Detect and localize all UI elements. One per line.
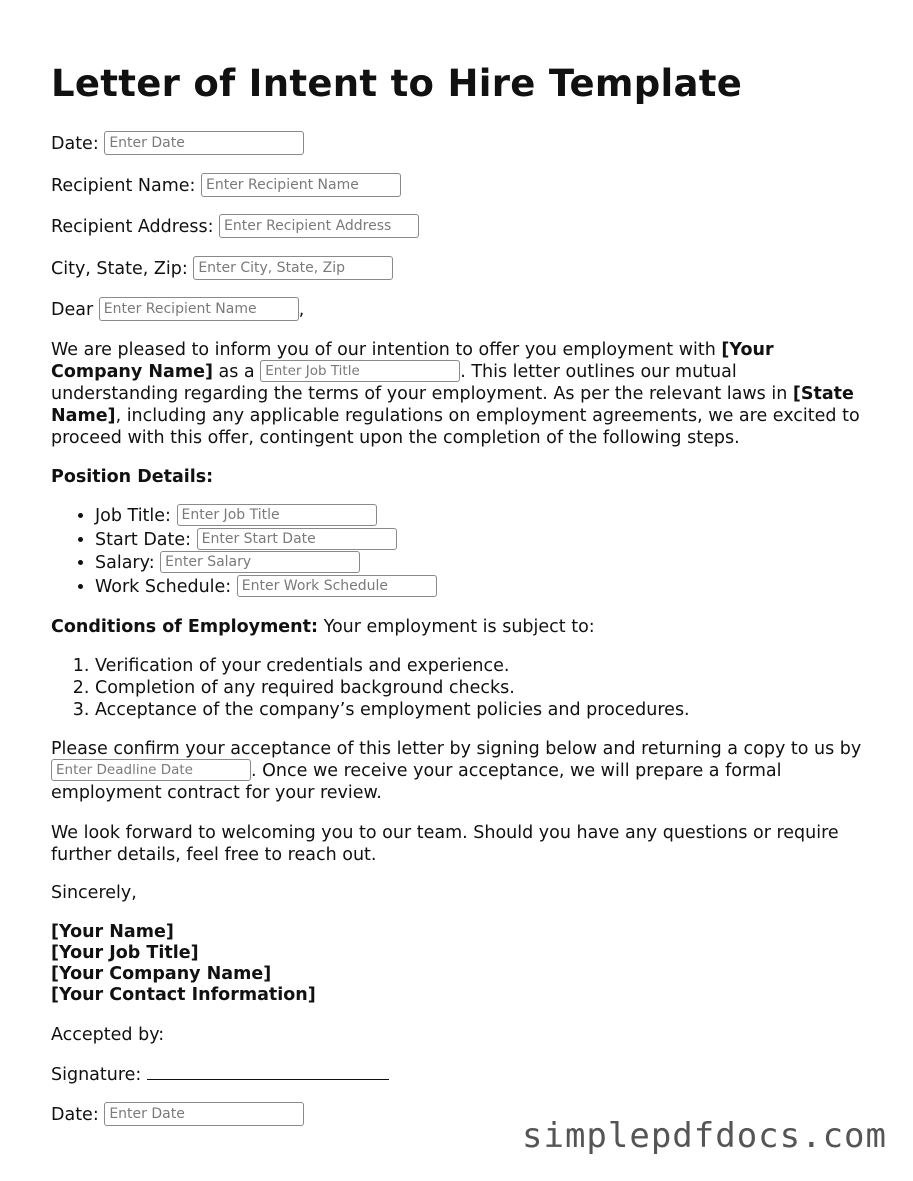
job-title-label: Job Title:: [95, 506, 171, 526]
signature-line[interactable]: [147, 1065, 389, 1080]
confirm-paragraph: [51, 738, 866, 804]
confirm-text-1: Please confirm your acceptance of this letter by signing below and returning a copy to us by: [51, 739, 862, 759]
list-item: [95, 552, 437, 576]
date-label: Date:: [51, 134, 99, 154]
conditions-list: [51, 655, 690, 721]
confirm-text-2: . Once we receive your acceptance, we will prepare a formal employment contract for your review.: [51, 761, 782, 803]
salary-input[interactable]: [160, 551, 360, 573]
your-company-name-placeholder: [Your Company Name]: [51, 964, 272, 984]
accepted-by-text: Accepted by:: [51, 1025, 165, 1045]
conditions-line: [51, 616, 866, 638]
conditions-intro: Your employment is subject to:: [318, 617, 595, 637]
list-item: 1. Verification of your credentials and experience.: [95, 655, 690, 677]
signature-row: [51, 1063, 389, 1087]
list-item: 3. Acceptance of the company’s employment policies and procedures.: [95, 699, 690, 721]
intro-text-2: as a: [212, 362, 261, 382]
salary-label: Salary:: [95, 553, 155, 573]
deadline-date-input[interactable]: [51, 759, 251, 781]
list-item: [95, 505, 437, 529]
intro-text-4: , including any applicable regulations on employment agreements, we are excited to proceed with this offer, contingent upon the completion of the following steps.: [51, 406, 860, 448]
greeting-suffix: ,: [298, 300, 305, 320]
conditions-heading: Conditions of Employment:: [51, 617, 319, 637]
closing-paragraph: We look forward to welcoming you to our team. Should you have any questions or require further details, feel free to reach out.: [51, 823, 839, 865]
final-date-row: [51, 1103, 304, 1127]
company-name-placeholder: [Your Company Name]: [51, 340, 774, 382]
recipient-name-label: Recipient Name:: [51, 176, 196, 196]
state-name-placeholder: [State Name]: [51, 384, 854, 426]
page-title: Letter of Intent to Hire Template: [51, 62, 743, 105]
recipient-address-label: Recipient Address:: [51, 217, 214, 237]
city-state-zip-label: City, State, Zip:: [51, 259, 188, 279]
work-schedule-label: Work Schedule:: [95, 576, 232, 597]
city-state-zip-row: [51, 257, 393, 281]
greeting-row: [51, 298, 304, 322]
greeting-prefix: Dear: [51, 300, 94, 320]
list-item: 2. Completion of any required background checks.: [95, 677, 690, 699]
your-name-placeholder: [Your Name]: [51, 922, 174, 942]
greeting-recipient-input[interactable]: [99, 297, 299, 321]
start-date-label: Start Date:: [95, 529, 192, 550]
your-contact-info-placeholder: [Your Contact Information]: [51, 985, 316, 1005]
final-date-input[interactable]: [104, 1102, 304, 1126]
work-schedule-input[interactable]: [237, 575, 437, 597]
job-title-input[interactable]: [177, 504, 377, 526]
final-date-label: Date:: [51, 1105, 99, 1125]
intro-text-3: . This letter outlines our mutual understanding regarding the terms of your employment. As per the relevant laws in: [51, 362, 793, 404]
recipient-name-row: [51, 174, 401, 198]
position-details-list: [51, 505, 437, 599]
position-details-heading: Position Details:: [51, 467, 214, 487]
sincerely-text: Sincerely,: [51, 883, 137, 903]
intro-text-1: We are pleased to inform you of our intention to offer you employment with: [51, 340, 722, 360]
your-job-title-placeholder: [Your Job Title]: [51, 943, 199, 963]
date-input[interactable]: [104, 131, 304, 155]
recipient-name-input[interactable]: [201, 173, 401, 197]
signature-block: [51, 922, 316, 1006]
intro-job-title-input[interactable]: [260, 360, 460, 382]
city-state-zip-input[interactable]: [193, 256, 393, 280]
list-item: [95, 576, 437, 600]
list-item: [95, 529, 437, 553]
signature-label: Signature:: [51, 1065, 142, 1085]
recipient-address-input[interactable]: [219, 214, 419, 238]
recipient-address-row: [51, 215, 419, 239]
start-date-input[interactable]: [197, 528, 397, 550]
watermark-logo: simplepdfdocs.com: [522, 1116, 887, 1156]
intro-paragraph: [51, 339, 866, 449]
date-row: [51, 132, 304, 156]
